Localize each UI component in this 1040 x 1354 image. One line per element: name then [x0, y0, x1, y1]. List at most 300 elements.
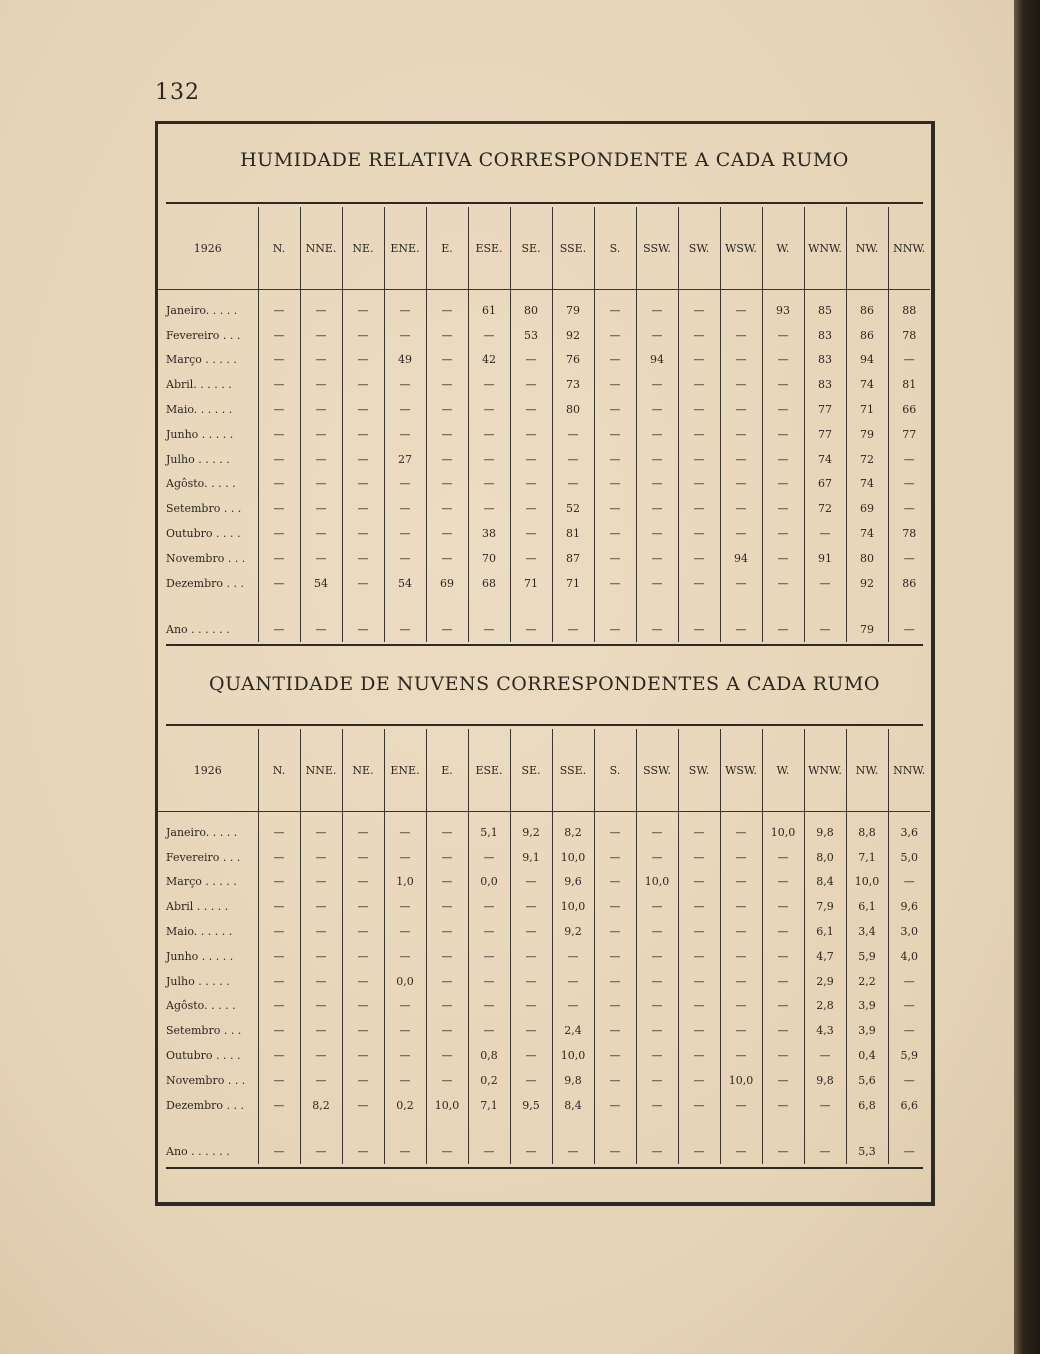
year-header: 1926 [158, 729, 258, 812]
column-header: SE. [510, 729, 552, 812]
month-label: Abril. . . . . . [166, 378, 232, 392]
table-cell: 94 [636, 348, 678, 373]
table-cell: 94 [846, 348, 888, 373]
table-cell: — [510, 447, 552, 472]
table-row [158, 521, 930, 546]
table-cell: — [426, 422, 468, 447]
table-cell: 85 [804, 298, 846, 323]
table-cell: — [342, 820, 384, 845]
table-cell: — [468, 845, 510, 870]
table-cell: — [300, 969, 342, 994]
table-cell: — [342, 944, 384, 969]
table-cell: — [594, 496, 636, 521]
table-cell: — [678, 348, 720, 373]
table-cell: — [636, 820, 678, 845]
table-cell: — [720, 447, 762, 472]
table-cell: — [426, 1043, 468, 1068]
table-cell: — [468, 1018, 510, 1043]
table-cell: — [594, 1043, 636, 1068]
table-cell: — [636, 919, 678, 944]
table-cell: — [804, 521, 846, 546]
table-cell: — [762, 1018, 804, 1043]
table-cell: — [510, 496, 552, 521]
table-cell: — [258, 298, 300, 323]
table-row [158, 870, 930, 895]
table-cell: 3,0 [888, 919, 930, 944]
table-row [158, 894, 930, 919]
table-cell: 42 [468, 348, 510, 373]
table-cell: — [426, 546, 468, 571]
table-cell: — [384, 397, 426, 422]
table-cell: 9,2 [552, 919, 594, 944]
humidity-title-rule [166, 202, 923, 204]
table-cell: 68 [468, 571, 510, 596]
table-cell: — [384, 422, 426, 447]
table-cell: — [720, 969, 762, 994]
table-cell: — [468, 496, 510, 521]
table-cell: 73 [552, 372, 594, 397]
table-cell: — [594, 372, 636, 397]
table-cell: — [342, 472, 384, 497]
table-cell: — [342, 447, 384, 472]
table-cell: — [594, 944, 636, 969]
table-cell: — [594, 472, 636, 497]
table-cell: — [384, 372, 426, 397]
humidity-table [158, 207, 930, 642]
year-total-cell: — [720, 596, 762, 642]
table-cell: — [552, 994, 594, 1019]
table-cell: 5,9 [888, 1043, 930, 1068]
month-label: Novembro . . . [166, 551, 246, 565]
table-cell: — [426, 994, 468, 1019]
table-cell: — [720, 472, 762, 497]
table-cell: 4,7 [804, 944, 846, 969]
table-cell: — [300, 447, 342, 472]
column-header: WNW. [804, 729, 846, 812]
column-header: SSE. [552, 207, 594, 290]
table-cell: — [636, 472, 678, 497]
column-header: S. [594, 207, 636, 290]
table-cell: 70 [468, 546, 510, 571]
table-cell: 91 [804, 546, 846, 571]
year-total-cell: 79 [846, 596, 888, 642]
table-cell: — [468, 372, 510, 397]
table-cell: 86 [888, 571, 930, 596]
table-cell: — [720, 496, 762, 521]
table-cell: — [678, 870, 720, 895]
table-cell: — [342, 994, 384, 1019]
table-cell: 74 [846, 372, 888, 397]
table-cell: 86 [846, 323, 888, 348]
column-header: E. [426, 729, 468, 812]
table-cell: — [678, 845, 720, 870]
table-cell: — [384, 1068, 426, 1093]
table-cell: 1,0 [384, 870, 426, 895]
table-cell: — [594, 1068, 636, 1093]
table-cell: — [636, 496, 678, 521]
table-cell: — [678, 1068, 720, 1093]
table-cell: — [384, 944, 426, 969]
column-header: NW. [846, 729, 888, 812]
table-row [158, 372, 930, 397]
table-row [158, 546, 930, 571]
table-cell: — [300, 546, 342, 571]
table-cell: — [762, 1093, 804, 1118]
table-cell: — [468, 472, 510, 497]
bottom-rule [166, 1167, 923, 1169]
table-cell: 80 [552, 397, 594, 422]
column-header: N. [258, 729, 300, 812]
table-cell: — [636, 845, 678, 870]
table-cell: 78 [888, 323, 930, 348]
table-cell: — [468, 969, 510, 994]
table-cell: 38 [468, 521, 510, 546]
table-row [158, 919, 930, 944]
column-header: W. [762, 729, 804, 812]
table-cell: — [258, 397, 300, 422]
table-cell: 6,1 [804, 919, 846, 944]
table-cell: — [300, 820, 342, 845]
table-cell: — [762, 845, 804, 870]
table-cell: — [678, 969, 720, 994]
table-cell: — [468, 397, 510, 422]
table-cell: 7,9 [804, 894, 846, 919]
table-cell: — [510, 521, 552, 546]
table-cell: — [888, 496, 930, 521]
table-cell: — [678, 1093, 720, 1118]
table-cell: 9,6 [552, 870, 594, 895]
table-cell: — [762, 571, 804, 596]
table-cell: — [258, 323, 300, 348]
table-cell: 3,9 [846, 994, 888, 1019]
table-cell: 81 [888, 372, 930, 397]
table-cell: — [720, 870, 762, 895]
table-cell: — [300, 845, 342, 870]
table-cell: 4,3 [804, 1018, 846, 1043]
table-cell: 2,4 [552, 1018, 594, 1043]
year-total-cell: — [300, 1118, 342, 1164]
month-label: Fevereiro . . . [166, 328, 241, 342]
table-cell: — [552, 944, 594, 969]
table-cell: — [678, 820, 720, 845]
year-total-cell: 5,3 [846, 1118, 888, 1164]
table-cell: — [510, 372, 552, 397]
year-total-label: Ano . . . . . . [166, 622, 230, 636]
table-row [158, 571, 930, 596]
table-cell: 8,4 [552, 1093, 594, 1118]
table-cell: — [636, 1068, 678, 1093]
table-cell: — [762, 1068, 804, 1093]
table-cell: — [678, 298, 720, 323]
year-total-cell: — [720, 1118, 762, 1164]
table-cell: — [762, 397, 804, 422]
table-cell: — [300, 397, 342, 422]
table-cell: 53 [510, 323, 552, 348]
table-cell: — [342, 1018, 384, 1043]
table-cell: — [384, 1043, 426, 1068]
table-cell: 0,4 [846, 1043, 888, 1068]
year-total-cell: — [804, 596, 846, 642]
table-cell: — [426, 1068, 468, 1093]
table-cell: — [594, 845, 636, 870]
table-cell: — [720, 323, 762, 348]
table-cell: — [300, 323, 342, 348]
table-cell: 3,4 [846, 919, 888, 944]
table-cell: — [594, 397, 636, 422]
year-total-cell: — [426, 1118, 468, 1164]
table-cell: — [678, 422, 720, 447]
table-cell: 77 [888, 422, 930, 447]
column-header: NE. [342, 207, 384, 290]
year-total-cell: — [384, 596, 426, 642]
table-cell: — [384, 521, 426, 546]
table-cell: — [720, 820, 762, 845]
column-header: WSW. [720, 207, 762, 290]
table-cell: 74 [846, 472, 888, 497]
table-cell: — [258, 870, 300, 895]
table-cell: 0,0 [468, 870, 510, 895]
table-cell: — [384, 919, 426, 944]
table-cell: — [258, 348, 300, 373]
table-cell: 27 [384, 447, 426, 472]
table-cell: — [762, 994, 804, 1019]
table-cell: 8,4 [804, 870, 846, 895]
year-total-cell: — [762, 1118, 804, 1164]
table-cell: — [468, 323, 510, 348]
table-cell: — [888, 994, 930, 1019]
table-row [158, 422, 930, 447]
table-cell: — [552, 969, 594, 994]
tables-frame [155, 121, 935, 1206]
table-cell: — [258, 571, 300, 596]
column-header: S. [594, 729, 636, 812]
table-cell: — [888, 447, 930, 472]
table-cell: — [762, 372, 804, 397]
table-cell: 93 [762, 298, 804, 323]
table-cell: — [468, 447, 510, 472]
table-cell: — [258, 472, 300, 497]
table-cell: — [720, 521, 762, 546]
table-cell: — [258, 944, 300, 969]
table-cell: 9,8 [804, 820, 846, 845]
year-total-cell: — [594, 1118, 636, 1164]
table-cell: 54 [300, 571, 342, 596]
table-cell: — [258, 422, 300, 447]
table-cell: — [720, 298, 762, 323]
table-cell: — [888, 870, 930, 895]
table-cell: — [678, 571, 720, 596]
table-cell: 9,1 [510, 845, 552, 870]
year-total-cell: — [342, 596, 384, 642]
table-cell: — [300, 496, 342, 521]
table-cell: 10,0 [720, 1068, 762, 1093]
month-label: Novembro . . . [166, 1073, 246, 1087]
table-cell: 10,0 [552, 894, 594, 919]
table-cell: — [678, 372, 720, 397]
month-label: Agôsto. . . . . [166, 999, 236, 1013]
table-cell: 71 [552, 571, 594, 596]
table-cell: — [258, 1093, 300, 1118]
table-cell: — [510, 919, 552, 944]
month-label: Julho . . . . . [166, 974, 230, 988]
year-total-cell: — [258, 1118, 300, 1164]
column-header: NE. [342, 729, 384, 812]
table-cell: — [342, 969, 384, 994]
table-cell: — [510, 472, 552, 497]
table-cell: — [720, 944, 762, 969]
table-cell: — [636, 894, 678, 919]
table-cell: 2,8 [804, 994, 846, 1019]
table-cell: 52 [552, 496, 594, 521]
table-cell: 69 [426, 571, 468, 596]
table-cell: — [636, 397, 678, 422]
table-cell: — [888, 348, 930, 373]
table-cell: — [510, 422, 552, 447]
year-total-cell: — [762, 596, 804, 642]
year-total-cell: — [636, 1118, 678, 1164]
column-header: SSE. [552, 729, 594, 812]
table-cell: — [342, 1068, 384, 1093]
table-cell: — [594, 571, 636, 596]
table-cell: — [468, 919, 510, 944]
table-cell: — [594, 298, 636, 323]
column-header: NNE. [300, 729, 342, 812]
table-cell: — [720, 397, 762, 422]
binding-edge [1014, 0, 1040, 1354]
table-cell: — [888, 969, 930, 994]
table-cell: — [342, 546, 384, 571]
table-cell: 2,2 [846, 969, 888, 994]
table-cell: — [720, 422, 762, 447]
table-cell: — [678, 546, 720, 571]
table-cell: — [678, 521, 720, 546]
month-label: Setembro . . . [166, 1024, 242, 1038]
table-row [158, 1068, 930, 1093]
table-cell: — [426, 397, 468, 422]
table-cell: — [720, 894, 762, 919]
table-cell: — [258, 919, 300, 944]
table-cell: — [426, 298, 468, 323]
table-cell: — [678, 944, 720, 969]
table-cell: 4,0 [888, 944, 930, 969]
table-cell: — [552, 422, 594, 447]
table-cell: — [426, 348, 468, 373]
table-cell: — [594, 870, 636, 895]
table-cell: 72 [804, 496, 846, 521]
month-label: Janeiro. . . . . [166, 303, 238, 317]
month-label: Maio. . . . . . [166, 403, 233, 417]
table-cell: — [762, 1043, 804, 1068]
table-cell: — [594, 894, 636, 919]
table-cell: — [342, 521, 384, 546]
table-cell: — [888, 1018, 930, 1043]
month-label: Março . . . . . [166, 353, 237, 367]
table-cell: — [426, 447, 468, 472]
year-total-cell: — [468, 1118, 510, 1164]
table-cell: — [426, 820, 468, 845]
month-label: Dezembro . . . [166, 1098, 244, 1112]
table-cell: 74 [846, 521, 888, 546]
table-cell: — [258, 521, 300, 546]
table-cell: 83 [804, 372, 846, 397]
table-cell: — [762, 969, 804, 994]
table-cell: 2,9 [804, 969, 846, 994]
column-header: ENE. [384, 729, 426, 812]
table-cell: — [300, 422, 342, 447]
table-cell: — [762, 323, 804, 348]
month-label: Agôsto. . . . . [166, 477, 236, 491]
table-cell: — [594, 422, 636, 447]
table-cell: — [258, 546, 300, 571]
table-cell: — [384, 1018, 426, 1043]
table-cell: — [342, 422, 384, 447]
table-cell: 10,0 [426, 1093, 468, 1118]
table-cell: — [258, 1018, 300, 1043]
table-cell: — [300, 919, 342, 944]
column-header: N. [258, 207, 300, 290]
table-cell: — [762, 422, 804, 447]
month-label: Dezembro . . . [166, 576, 244, 590]
table-row [158, 472, 930, 497]
table-cell: — [510, 397, 552, 422]
table-cell: — [384, 472, 426, 497]
table-cell: — [678, 894, 720, 919]
table-cell: 10,0 [762, 820, 804, 845]
table-row [158, 397, 930, 422]
table-cell: — [636, 323, 678, 348]
month-label: Maio. . . . . . [166, 925, 233, 939]
table-cell: 8,2 [300, 1093, 342, 1118]
year-total-cell: — [804, 1118, 846, 1164]
table-cell: — [468, 422, 510, 447]
table-cell: — [342, 870, 384, 895]
year-total-cell: — [552, 596, 594, 642]
year-total-cell: — [300, 596, 342, 642]
year-total-cell: — [510, 1118, 552, 1164]
table-cell: — [426, 845, 468, 870]
table-cell: — [636, 994, 678, 1019]
table-cell: — [594, 969, 636, 994]
table-cell: 9,2 [510, 820, 552, 845]
clouds-top-rule [166, 644, 923, 646]
table-cell: 74 [804, 447, 846, 472]
table-cell: — [510, 870, 552, 895]
table-cell: — [678, 1043, 720, 1068]
table-cell: — [384, 845, 426, 870]
table-cell: — [468, 894, 510, 919]
table-cell: — [300, 372, 342, 397]
table-cell: — [678, 447, 720, 472]
table-cell: — [300, 944, 342, 969]
table-cell: 10,0 [846, 870, 888, 895]
table-cell: — [384, 298, 426, 323]
table-cell: — [510, 969, 552, 994]
year-total-cell: — [510, 596, 552, 642]
table-cell: — [594, 1093, 636, 1118]
table-cell: — [594, 919, 636, 944]
table-cell: 80 [510, 298, 552, 323]
table-cell: — [636, 944, 678, 969]
table-cell: — [762, 870, 804, 895]
month-label: Março . . . . . [166, 875, 237, 889]
table-cell: — [720, 994, 762, 1019]
table-cell: — [594, 1018, 636, 1043]
column-header: NW. [846, 207, 888, 290]
table-cell: — [342, 298, 384, 323]
table-cell: 88 [888, 298, 930, 323]
table-cell: 80 [846, 546, 888, 571]
page-number: 132 [155, 80, 200, 105]
